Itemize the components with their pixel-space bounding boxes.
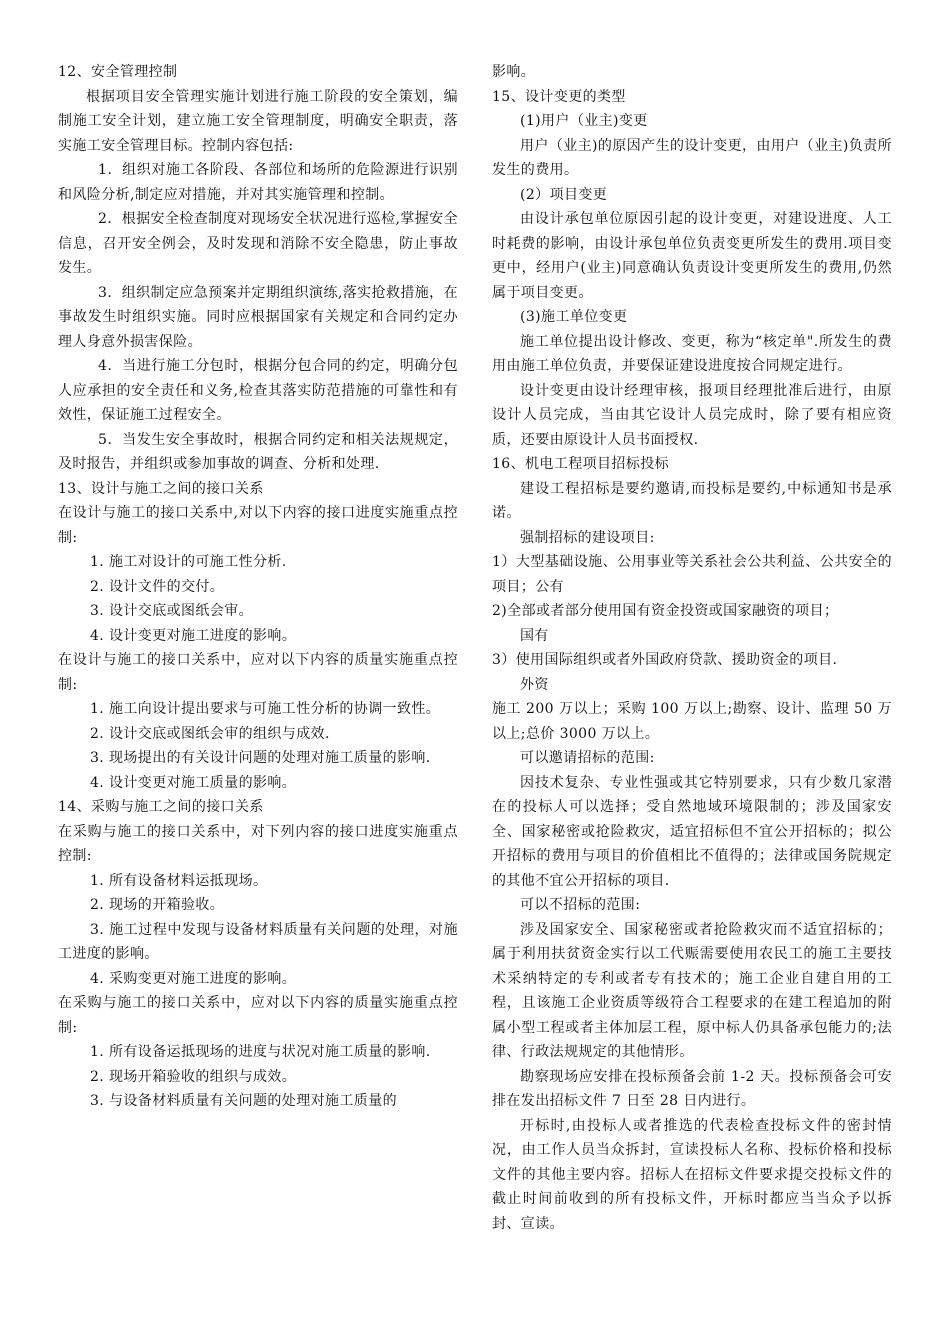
paragraph: 因技术复杂、专业性强或其它特别要求，只有少数几家潜在的投标人可以选择；受自然地域环境限制的；涉及国家安全、国家秘密或抢险救灾，适宜招标但不宜公开招标的；拟公开招标的费用与项目的价值相比不值得的；法律或国务院规定的其他不宜公开招标的项目. [492, 774, 892, 889]
paragraph: 2. 现场开箱验收的组织与成效。 [90, 1068, 297, 1085]
text-line: 14、采购与施工之间的接口关系 [58, 799, 264, 815]
paragraph: 5．当发生安全事故时，根据合同约定和相关法规规定，及时报告，并组织或参加事故的调查、分析和处理. [58, 431, 458, 472]
paragraph: 4．当进行施工分包时，根据分包合同的约定，明确分包人应承担的安全责任和义务,检查其落实防范措施的可靠性和有效性，保证施工过程安全。 [58, 358, 458, 423]
paragraph: 4. 设计变更对施工质量的影响。 [90, 774, 297, 791]
paragraph: 2. 设计交底或图纸会审的组织与成效. [90, 725, 330, 742]
paragraph: 3. 现场提出的有关设计问题的处理对施工质量的影响. [90, 750, 431, 766]
paragraph: 2．根据安全检查制度对现场安全状况进行巡检,掌握安全信息，召开安全例会，及时发现和消除不安全隐患，防止事故发生。 [58, 211, 458, 276]
paragraph: 3．组织制定应急预案并定期组织演练,落实抢救措施，在事故发生时组织实施。同时应根据国家有关规定和合同约定办理人身意外损害保险。 [58, 284, 458, 350]
paragraph: 强制招标的建设项目: [520, 529, 655, 546]
paragraph: 由设计承包单位原因引起的设计变更，对建设进度、人工时耗费的影响，由设计承包单位负责变更所发生的费用.项目变更中，经用户(业主)同意确认负责设计变更所发生的费用,仍然属于项目变更。 [492, 211, 892, 301]
paragraph: (2）项目变更 [520, 186, 608, 203]
paragraph: 4. 设计变更对施工进度的影响。 [90, 627, 297, 644]
paragraph: 1. 所有设备运抵现场的进度与状况对施工质量的影响. [90, 1044, 431, 1060]
text-line: 在采购与施工的接口关系中，应对以下内容的质量实施重点控制: [58, 995, 458, 1036]
paragraph: 1．组织对施工各阶段、各部位和场所的危险源进行识别和风险分析,制定应对措施，并对其实施管理和控制。 [58, 162, 458, 203]
paragraph: 勘察现场应安排在投标预备会前 1-2 天。投标预备会可安排在发出招标文件 7 日至 28 日内进行。 [492, 1068, 892, 1109]
paragraph: 施工单位提出设计修改、变更，称为“核定单".所发生的费用由施工单位负责，并要保证建设进度按合同规定进行。 [492, 333, 892, 374]
paragraph: 2. 现场的开箱验收。 [90, 897, 225, 913]
text-line: 施工 200 万以上；采购 100 万以上;勘察、设计、监理 50 万以上;总价 3000 万以上。 [492, 701, 892, 742]
paragraph: 3. 与设备材料质量有关问题的处理对施工质量的 [90, 1093, 398, 1109]
text-line: 15、设计变更的类型 [492, 88, 626, 105]
paragraph: 1. 施工向设计提出要求与可施工性分析的协调一致性。 [90, 701, 441, 717]
text-line: 16、机电工程项目招标投标 [492, 456, 670, 472]
text-line: 影响。 [492, 64, 536, 80]
paragraph: 涉及国家安全、国家秘密或者抢险救灾而不适宜招标的；属于利用扶贫资金实行以工代赈需要使用农民工的施工主要技术采纳特定的专利或者专有技术的；施工企业自建自用的工程，且该施工企业资质等级符合工程要求的在建工程追加的附属小型工程或者主体加层工程，原中标人仍具备承包能力的;法律、行政法规规定的其他情形。 [492, 921, 892, 1060]
paragraph: 1. 施工对设计的可施工性分析. [90, 554, 287, 570]
paragraph: 1. 所有设备材料运抵现场。 [90, 872, 268, 889]
text-line: 在设计与施工的接口关系中，应对以下内容的质量实施重点控制: [58, 652, 458, 693]
paragraph: (1)用户（业主)变更 [520, 113, 648, 129]
text-line: 1）大型基础设施、公用事业等关系社会公共利益、公共安全的项目；公有 [492, 554, 892, 595]
text-line: 13、设计与施工之间的接口关系 [58, 480, 264, 497]
paragraph: 用户（业主)的原因产生的设计变更，由用户（业主)负责所发生的费用。 [492, 137, 892, 178]
paragraph: 可以邀请招标的范围: [520, 750, 655, 766]
paragraph: 根据项目安全管理实施计划进行施工阶段的安全策划，编制施工安全计划，建立施工安全管理制度，明确安全职责，落实施工安全管理目标。控制内容包括: [58, 88, 458, 154]
text-line: 在采购与施工的接口关系中，对下列内容的接口进度实施重点控制: [58, 823, 458, 864]
paragraph: (3)施工单位变更 [520, 309, 628, 325]
text-line: 2)全部或者部分使用国有资金投资或国家融资的项目； [492, 603, 839, 619]
paragraph: 4. 采购变更对施工进度的影响。 [90, 970, 297, 987]
text-line: 12、安全管理控制 [58, 64, 178, 80]
paragraph: 可以不招标的范围: [520, 897, 641, 913]
paragraph: 设计变更由设计经理审核，报项目经理批准后进行，由原设计人员完成，当由其它设计人员完成时，除了要有相应资质，还要由原设计人员书面授权. [492, 382, 892, 448]
paragraph: 2. 设计文件的交付。 [90, 578, 225, 595]
paragraph: 国有 [520, 627, 549, 644]
paragraph: 3. 施工过程中发现与设备材料质量有关问题的处理，对施工进度的影响。 [58, 921, 458, 962]
left-column [58, 60, 458, 1114]
right-column [492, 60, 892, 1236]
paragraph: 开标时,由投标人或者推选的代表检查投标文件的密封情况，由工作人员当众拆封，宣读投标人名称、投标价格和投标文件的其他主要内容。招标人在招标文件要求提交投标文件的截止时间前收到的所有投标文件，开标时都应当当众予以拆封、宣读。 [492, 1117, 892, 1232]
paragraph: 建设工程招标是要约邀请,而投标是要约,中标通知书是承诺。 [492, 480, 892, 521]
paragraph: 3. 设计交底或图纸会审。 [90, 603, 254, 619]
text-line: 3）使用国际组织或者外国政府贷款、援助资金的项目. [492, 652, 838, 668]
paragraph: 外资 [520, 676, 549, 693]
text-line: 在设计与施工的接口关系中,对以下内容的接口进度实施重点控制: [58, 505, 458, 546]
